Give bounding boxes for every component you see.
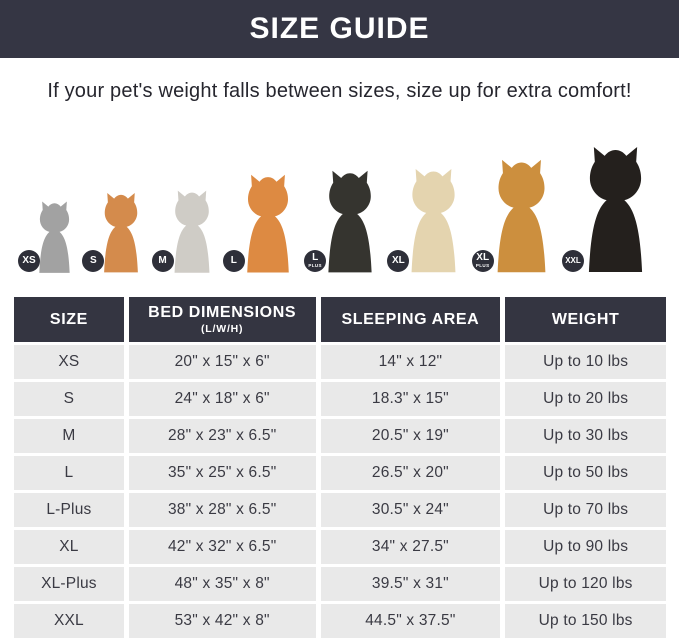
- pet-cat: [22, 201, 77, 274]
- size-badge-label: XL: [392, 255, 405, 266]
- size-badge-label: M: [158, 255, 167, 266]
- shiba-inu-silhouette-image: [237, 174, 299, 274]
- cell-weight: Up to 150 lbs: [505, 604, 666, 638]
- pet-border-collie: [308, 170, 382, 274]
- size-badge-l-plus: [304, 250, 326, 272]
- cell-size: M: [14, 419, 124, 453]
- cell-sleeping-area: 39.5" x 31": [321, 567, 501, 601]
- cell-bed-dimensions: 28" x 23" x 6.5": [129, 419, 316, 453]
- header-bar: [0, 0, 679, 58]
- column-header-label: SLEEPING AREA: [341, 310, 480, 328]
- size-badge-label: S: [89, 255, 97, 266]
- pet-golden-retriever: [475, 159, 557, 274]
- column-header-size: [14, 297, 124, 342]
- golden-retriever-silhouette-image: [486, 159, 557, 274]
- cell-size: L-Plus: [14, 493, 124, 527]
- doberman-silhouette-image: [576, 146, 655, 274]
- cell-bed-dimensions: 42" x 32" x 6.5": [129, 530, 316, 564]
- cell-bed-dimensions: 53" x 42" x 8": [129, 604, 316, 638]
- border-collie-silhouette-image: [318, 170, 382, 274]
- pet-labrador: [392, 168, 466, 274]
- cell-bed-dimensions: 20" x 15" x 6": [129, 345, 316, 379]
- cell-bed-dimensions: 48" x 35" x 8": [129, 567, 316, 601]
- cell-weight: Up to 20 lbs: [505, 382, 666, 416]
- cell-sleeping-area: 34" x 27.5": [321, 530, 501, 564]
- cell-sleeping-area: 30.5" x 24": [321, 493, 501, 527]
- cell-sleeping-area: 14" x 12": [321, 345, 501, 379]
- column-header-label: BED DIMENSIONS: [148, 304, 297, 321]
- column-header-label: SIZE: [49, 310, 88, 328]
- cell-sleeping-area: 20.5" x 19": [321, 419, 501, 453]
- size-badge-label: XXL: [565, 256, 581, 265]
- size-badge-label: L: [312, 252, 319, 264]
- column-header-sublabel: (L/W/H): [201, 323, 244, 335]
- cell-size: L: [14, 456, 124, 490]
- pet-french-bulldog: [158, 190, 218, 274]
- size-badge-xl-plus: [472, 250, 494, 272]
- cell-bed-dimensions: 24" x 18" x 6": [129, 382, 316, 416]
- size-table: [14, 297, 666, 638]
- size-badge-label: XS: [22, 255, 36, 266]
- cell-sleeping-area: 44.5" x 37.5": [321, 604, 501, 638]
- cell-weight: Up to 10 lbs: [505, 345, 666, 379]
- subtitle-row: [0, 58, 679, 124]
- cell-weight: Up to 90 lbs: [505, 530, 666, 564]
- cell-size: S: [14, 382, 124, 416]
- pets-row: [0, 124, 679, 274]
- size-badge-l: [223, 250, 245, 272]
- cell-sleeping-area: 18.3" x 15": [321, 382, 501, 416]
- size-badge-plus-label: PLUS: [308, 263, 322, 269]
- cell-size: XS: [14, 345, 124, 379]
- size-badge-xxl: [562, 250, 584, 272]
- cell-weight: Up to 120 lbs: [505, 567, 666, 601]
- column-header-weight: [505, 297, 666, 342]
- size-badge-m: [152, 250, 174, 272]
- pet-shiba-inu: [230, 174, 299, 274]
- subtitle-text: If your pet's weight falls between sizes, size up for extra comfort!: [47, 79, 632, 102]
- cell-weight: Up to 30 lbs: [505, 419, 666, 453]
- cell-size: XL-Plus: [14, 567, 124, 601]
- cell-size: XL: [14, 530, 124, 564]
- size-badge-label: XL: [476, 252, 490, 264]
- page-title: SIZE GUIDE: [249, 12, 430, 45]
- cell-bed-dimensions: 35" x 25" x 6.5": [129, 456, 316, 490]
- cell-sleeping-area: 26.5" x 20": [321, 456, 501, 490]
- cell-weight: Up to 50 lbs: [505, 456, 666, 490]
- size-badge-xs: [18, 250, 40, 272]
- pet-doberman: [565, 146, 655, 274]
- size-badge-plus-label: PLUS: [475, 263, 490, 269]
- column-header-sleeping-area: [321, 297, 501, 342]
- column-header-bed-dimensions: [129, 297, 316, 342]
- cell-weight: Up to 70 lbs: [505, 493, 666, 527]
- cell-bed-dimensions: 38" x 28" x 6.5": [129, 493, 316, 527]
- pet-pomeranian: [89, 192, 146, 274]
- cell-size: XXL: [14, 604, 124, 638]
- column-header-label: WEIGHT: [551, 310, 620, 328]
- size-badge-label: L: [230, 255, 237, 266]
- labrador-silhouette-image: [401, 168, 466, 274]
